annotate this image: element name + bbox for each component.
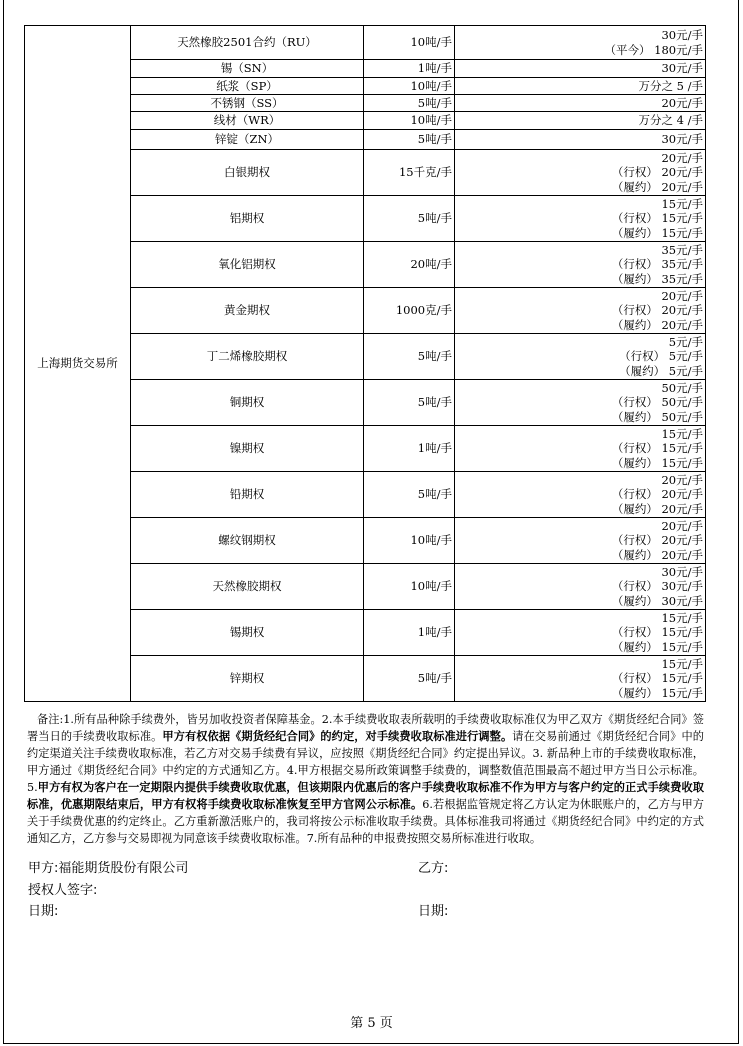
notes-bold-2: 甲方有权为客户在一定期限内提供手续费收取优惠，但该期限内优惠后的客户手续费收取标准不作为甲方与客户约定的正式手续费收取标准，优惠期限结束后，甲方有权将手续费收取标准恢复至甲方官网公示标准。 [27,780,704,811]
fee-cell [455,426,706,472]
product-name: 天然橡胶期权 [131,564,364,610]
fee-line: 15元/手 [661,196,703,211]
fee-line: 20元/手 [661,288,703,303]
fee-line: （履约） 15元/手 [611,685,703,700]
fee-cell [455,130,706,150]
fee-cell [455,564,706,610]
fee-line: （行权） 35元/手 [611,257,703,272]
fee-line: （履约） 30元/手 [611,593,703,608]
product-name: 锡期权 [131,610,364,656]
product-name: 丁二烯橡胶期权 [131,334,364,380]
authorized-signature: 授权人签字: [28,883,98,898]
product-name: 氧化铝期权 [131,242,364,288]
fee-cell [455,60,706,78]
product-name: 锌期权 [131,656,364,702]
product-name: 白银期权 [131,150,364,196]
contract-unit: 1吨/手 [364,426,455,472]
fee-table [24,25,706,702]
fee-cell [455,656,706,702]
date-a: 日期: [28,904,59,919]
fee-line: （平今） 180元/手 [604,42,703,57]
table-row [25,26,706,60]
fee-line: （行权） 30元/手 [611,579,703,594]
contract-unit: 5吨/手 [364,196,455,242]
fee-line: （履约） 20元/手 [611,501,703,516]
product-name: 铜期权 [131,380,364,426]
fee-line: 20元/手 [661,518,703,533]
contract-unit: 15千克/手 [364,150,455,196]
notes-text-2: 请在交易前通过《期货经纪合同》中的约定渠道关注手续费收取标准，若乙方对交易手续费有异议，应按照《期货经纪合同》约定提出异议。3. 新品种上市的手续费收取标准，甲方通过《期货经纪合同》中约定的方式通知乙方。4.甲方根据交易所政策调整手续费的，调整数值范围最高不超过甲方当日公示标准。5. [27,730,704,794]
product-name: 天然橡胶2501合约（RU） [131,26,364,60]
fee-line: 20元/手 [661,95,703,110]
fee-line: 30元/手 [661,132,703,147]
contract-unit: 5吨/手 [364,95,455,112]
fee-cell [455,150,706,196]
fee-line: 35元/手 [661,242,703,257]
product-name: 纸浆（SP） [131,78,364,95]
fee-line: （行权） 15元/手 [611,625,703,640]
fee-line: （行权） 15元/手 [611,671,703,686]
fee-line: （行权） 20元/手 [611,165,703,180]
fee-line: （行权） 20元/手 [611,487,703,502]
fee-cell [455,78,706,95]
fee-line: （行权） 50元/手 [611,395,703,410]
fee-cell [455,472,706,518]
product-name: 镍期权 [131,426,364,472]
fee-line: 万分之 4 /手 [638,113,703,128]
fee-cell [455,112,706,130]
fee-line: （行权） 15元/手 [611,441,703,456]
fee-cell [455,610,706,656]
notes-text-1: 备注:1.所有品种除手续费外，皆另加收投资者保障基金。2.本手续费收取表所载明的手续费收取标准仅为甲乙双方《期货经纪合同》签署当日的手续费收取标准。 [27,713,704,743]
product-name: 锡（SN） [131,60,364,78]
party-a: 甲方:福能期货股份有限公司 [28,861,189,876]
fee-cell [455,242,706,288]
fee-line: （履约） 20元/手 [611,547,703,562]
fee-line: 30元/手 [661,27,703,42]
product-name: 铅期权 [131,472,364,518]
fee-line: 50元/手 [661,380,703,395]
contract-unit: 20吨/手 [364,242,455,288]
exchange-name: 上海期货交易所 [25,26,131,702]
fee-line: 万分之 5 /手 [638,78,703,93]
page-number: 第 5 页 [350,1016,393,1031]
contract-unit: 1吨/手 [364,610,455,656]
fee-line: （履约） 20元/手 [611,317,703,332]
product-name: 不锈钢（SS） [131,95,364,112]
product-name: 黄金期权 [131,288,364,334]
contract-unit: 10吨/手 [364,564,455,610]
fee-line: （履约） 5元/手 [619,363,703,378]
fee-line: （履约） 50元/手 [611,409,703,424]
notes [27,711,704,847]
product-name: 线材（WR） [131,112,364,130]
contract-unit: 5吨/手 [364,380,455,426]
fee-line: 30元/手 [661,564,703,579]
fee-line: （行权） 15元/手 [611,211,703,226]
contract-unit: 10吨/手 [364,26,455,60]
fee-cell [455,26,706,60]
product-name: 铝期权 [131,196,364,242]
contract-unit: 10吨/手 [364,78,455,95]
fee-cell [455,334,706,380]
contract-unit: 5吨/手 [364,472,455,518]
notes-bold-1: 甲方有权依据《期货经纪合同》的约定，对手续费收取标准进行调整。 [162,729,513,743]
date-b: 日期: [418,904,449,919]
fee-line: （履约） 15元/手 [611,455,703,470]
contract-unit: 1吨/手 [364,60,455,78]
contract-unit: 10吨/手 [364,112,455,130]
contract-unit: 10吨/手 [364,518,455,564]
fee-line: （行权） 20元/手 [611,533,703,548]
fee-line: 15元/手 [661,610,703,625]
fee-line: 15元/手 [661,426,703,441]
fee-line: （履约） 15元/手 [611,225,703,240]
fee-line: （行权） 20元/手 [611,303,703,318]
product-name: 锌锭（ZN） [131,130,364,150]
fee-line: 5元/手 [668,334,703,349]
contract-unit: 1000克/手 [364,288,455,334]
fee-cell [455,380,706,426]
fee-line: 20元/手 [661,472,703,487]
contract-unit: 5吨/手 [364,656,455,702]
notes-text-3: 6.若根据监管规定将乙方认定为休眠账户的，乙方与甲方关于手续费优惠的约定终止。乙方重新激活账户的，我司将按公示标准收取手续费。具体标准我司将通过《期货经纪合同》中约定的方式通知乙方，乙方参与交易即视为同意该手续费收取标准。7.所有品种的申报费按照交易所标准进行收取。 [27,798,704,845]
fee-line: （履约） 20元/手 [611,179,703,194]
fee-cell [455,196,706,242]
contract-unit: 5吨/手 [364,130,455,150]
fee-line: 30元/手 [661,61,703,76]
product-name: 螺纹钢期权 [131,518,364,564]
fee-line: （履约） 35元/手 [611,271,703,286]
fee-line: （行权） 5元/手 [619,349,703,364]
fee-line: 20元/手 [661,150,703,165]
fee-cell [455,288,706,334]
fee-cell [455,95,706,112]
fee-line: （履约） 15元/手 [611,639,703,654]
fee-line: 15元/手 [661,656,703,671]
fee-cell [455,518,706,564]
party-b: 乙方: [418,861,449,876]
contract-unit: 5吨/手 [364,334,455,380]
